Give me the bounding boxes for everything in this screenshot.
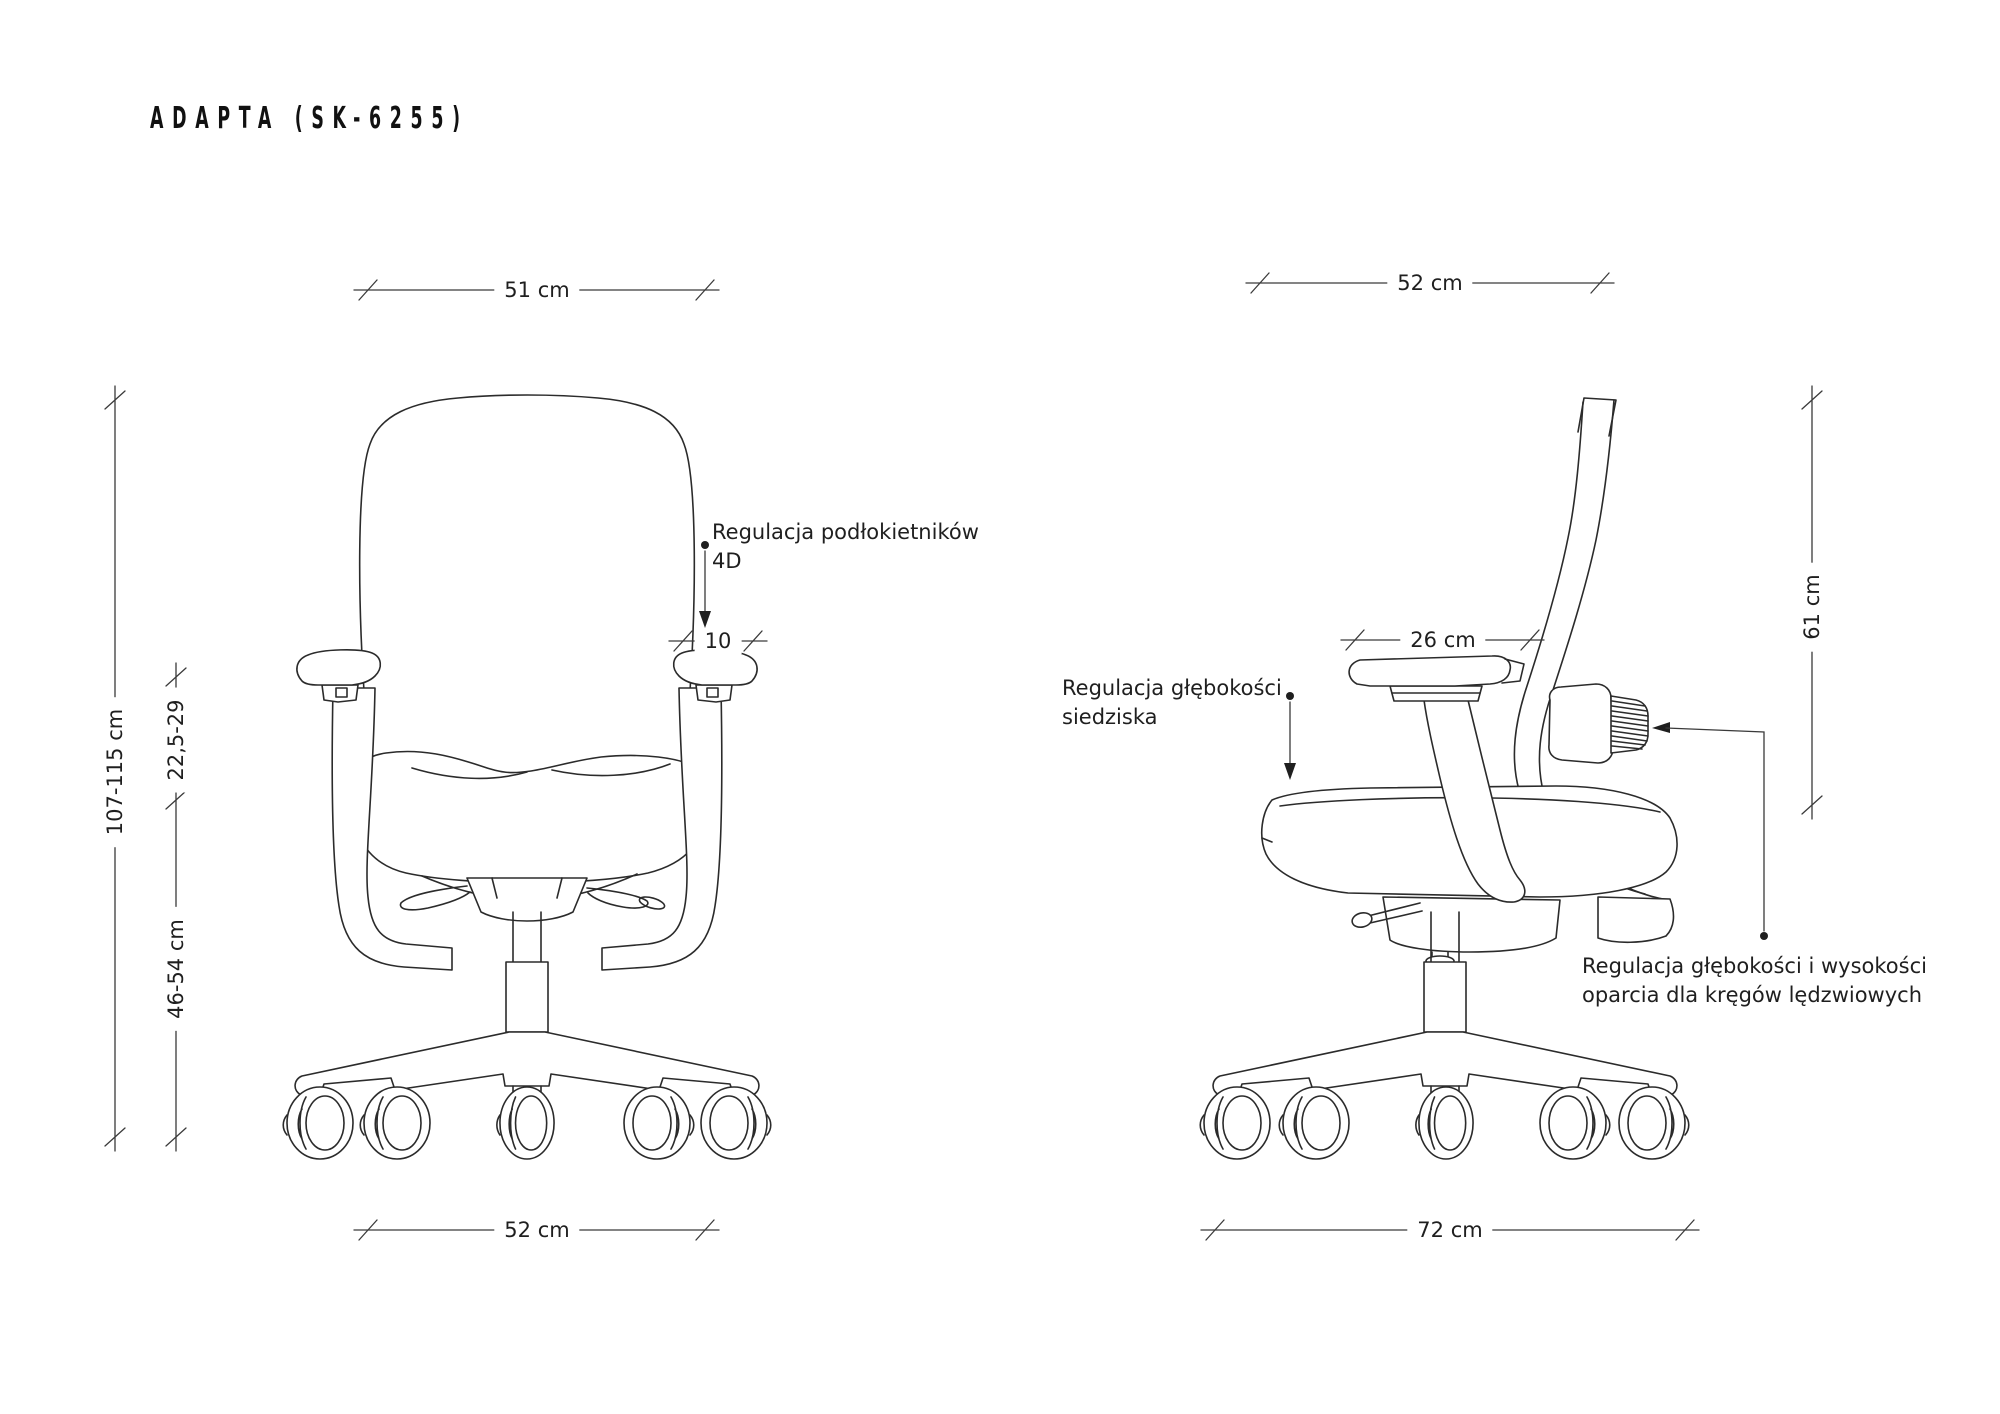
side-casters [1200,1087,1689,1159]
dim-front-armrest-height: 22,5-29 [161,687,191,792]
front-mechanism [400,878,665,921]
side-chair-drawing [1200,398,1689,1159]
page-title: ADAPTA (SK-6255) [150,100,469,136]
label-armrest-adjust [712,518,979,576]
dim-front-seat-width: 52 cm [494,1217,579,1243]
label-lumbar-adjust [1582,952,1927,1010]
front-backrest [360,395,695,788]
label-lumbar-adjust-line2: oparcia dla kręgów lędzwiowych [1582,983,1923,1007]
dim-front-armrest-pad-width: 10 [695,628,742,654]
dim-side-armrest-pad-length: 26 cm [1400,627,1485,653]
dim-front-backrest-width: 51 cm [494,277,579,303]
seat-depth-arrow [1284,692,1296,780]
label-seat-depth [1062,674,1282,732]
armrest-adjust-arrow [699,541,711,628]
dim-front-seat-height: 46-54 cm [161,907,191,1031]
front-gas-lift [506,912,548,1032]
label-armrest-adjust-line2: 4D [712,549,742,573]
front-chair-drawing [283,395,771,1159]
label-seat-depth-line1: Regulacja głębokości [1062,676,1282,700]
label-lumbar-adjust-line1: Regulacja głębokości i wysokości [1582,954,1927,978]
label-seat-depth-line2: siedziska [1062,705,1158,729]
dim-side-base-depth: 72 cm [1407,1217,1492,1243]
dim-side-top-width: 52 cm [1387,270,1472,296]
lumbar-knob [1549,684,1648,763]
front-casters [283,1087,771,1159]
dim-front-total-height: 107-115 cm [100,697,130,847]
dim-side-backrest-height: 61 cm [1797,562,1827,651]
label-armrest-adjust-line1: Regulacja podłokietników [712,520,979,544]
